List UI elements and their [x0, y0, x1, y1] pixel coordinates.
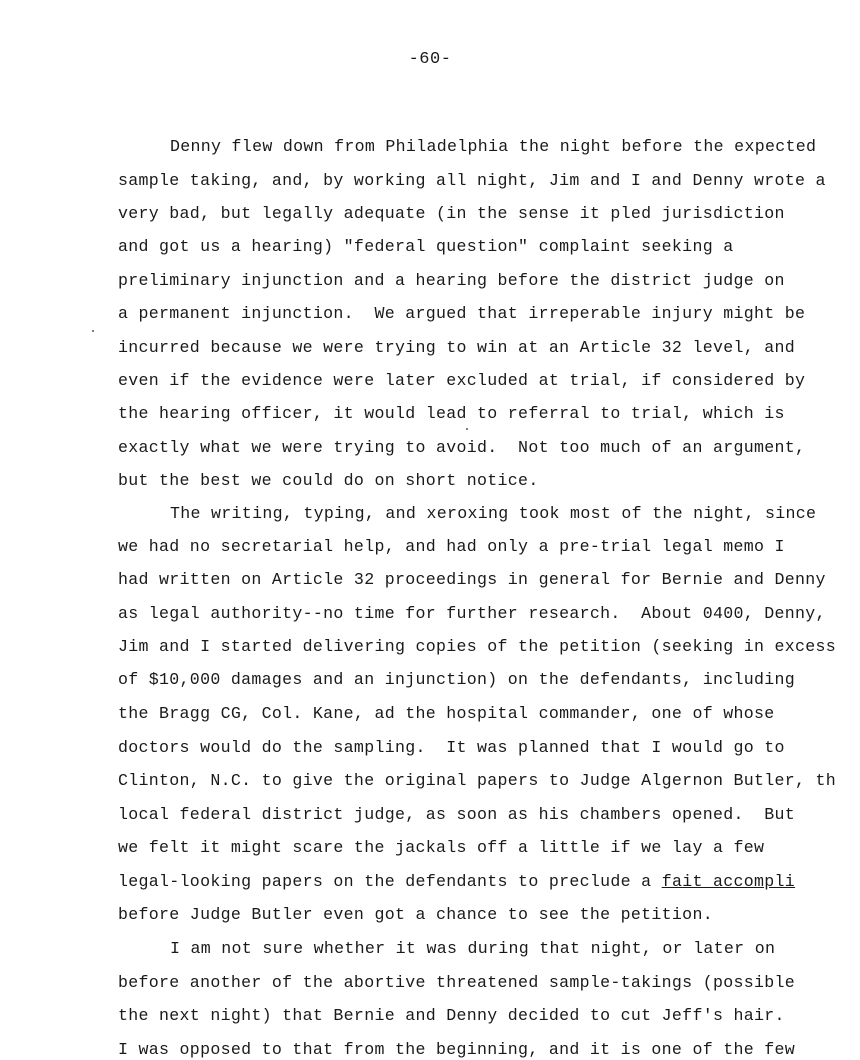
text-line: I was opposed to that from the beginning, and it is one of the few — [118, 1040, 796, 1059]
text-line-start: legal-looking papers on the defendants to preclude a — [118, 872, 652, 891]
text-line: Jim and I started delivering copies of the petition (seeking in excess — [118, 637, 837, 656]
text-line — [118, 872, 795, 892]
text-line: local federal district judge, as soon as his chambers opened. But — [118, 805, 796, 824]
text-line: sample taking, and, by working all night, Jim and I and Denny wrote a — [118, 171, 826, 190]
text-line: incurred because we were trying to win at an Article 32 level, and — [118, 338, 796, 357]
text-line: very bad, but legally adequate (in the sense it pled jurisdiction — [118, 204, 785, 223]
text-line: we had no secretarial help, and had only a pre-trial legal memo I — [118, 537, 785, 556]
page-number: -60- — [408, 50, 452, 69]
text-line: even if the evidence were later excluded at trial, if considered by — [118, 371, 806, 390]
text-line: exactly what we were trying to avoid. Not too much of an argument, — [118, 438, 806, 457]
text-line: had written on Article 32 proceedings in general for Bernie and Denny — [118, 570, 826, 589]
scan-speck — [92, 330, 94, 332]
text-line: Denny flew down from Philadelphia the night before the expected — [170, 137, 817, 156]
scan-speck — [466, 428, 468, 430]
text-line: The writing, typing, and xeroxing took most of the night, since — [170, 504, 817, 523]
text-line: before Judge Butler even got a chance to see the petition. — [118, 905, 713, 924]
text-line: the Bragg CG, Col. Kane, ad the hospital commander, one of whose — [118, 704, 775, 723]
underlined-phrase: fait accompli — [661, 872, 796, 891]
text-line: and got us a hearing) "federal question" complaint seeking a — [118, 237, 734, 256]
text-line: before another of the abortive threatened sample-takings (possible — [118, 973, 796, 992]
text-line: the hearing officer, it would lead to referral to trial, which is — [118, 404, 785, 423]
text-line: I am not sure whether it was during that night, or later on — [170, 939, 776, 958]
text-line: doctors would do the sampling. It was planned that I would go to — [118, 738, 785, 757]
text-line: we felt it might scare the jackals off a little if we lay a few — [118, 838, 765, 857]
text-line: of $10,000 damages and an injunction) on the defendants, including — [118, 670, 796, 689]
text-line: preliminary injunction and a hearing before the district judge on — [118, 271, 785, 290]
text-line: Clinton, N.C. to give the original papers to Judge Algernon Butler, th — [118, 771, 837, 790]
text-line: as legal authority--no time for further research. About 0400, Denny, — [118, 604, 826, 623]
text-line: the next night) that Bernie and Denny decided to cut Jeff's hair. — [118, 1006, 785, 1025]
text-line: but the best we could do on short notice. — [118, 471, 539, 490]
text-line: a permanent injunction. We argued that irreperable injury might be — [118, 304, 806, 323]
